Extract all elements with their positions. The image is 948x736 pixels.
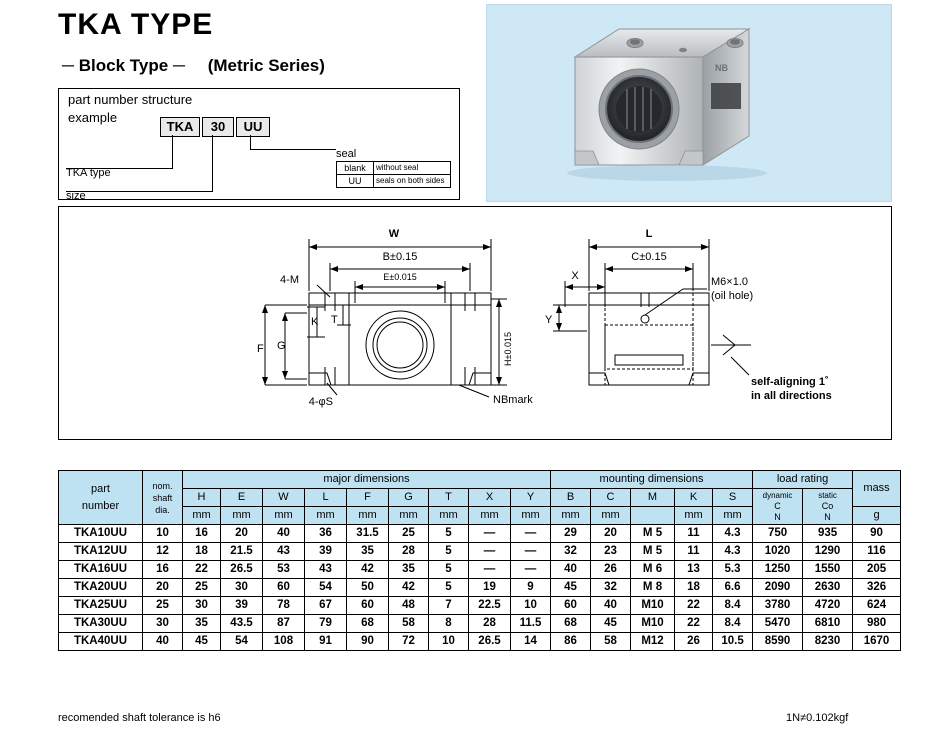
unit-T: mm: [429, 507, 469, 525]
cell-X: —: [469, 525, 511, 543]
table-row: [59, 597, 901, 615]
cell-G: 48: [389, 597, 429, 615]
cell-C: 23: [591, 543, 631, 561]
cell-S: 6.6: [713, 579, 753, 597]
cell-E: 21.5: [221, 543, 263, 561]
unit-H: mm: [183, 507, 221, 525]
unit-X: mm: [469, 507, 511, 525]
leader-line-seal-horizontal: [250, 149, 336, 150]
cell-Y: 14: [511, 633, 551, 651]
callout-size: size: [66, 190, 86, 202]
cell-K: 22: [675, 615, 713, 633]
callout-tka-type: TKA type: [66, 167, 111, 179]
cell-W: 78: [263, 597, 305, 615]
svg-text:Y: Y: [545, 314, 553, 326]
svg-text:B±0.15: B±0.15: [382, 251, 418, 263]
cell-part-number: TKA40UU: [59, 633, 143, 651]
unit-E: mm: [221, 507, 263, 525]
unit-L: mm: [305, 507, 347, 525]
cell-Y: —: [511, 561, 551, 579]
cell-H: 18: [183, 543, 221, 561]
leader-line-size-horizontal: [66, 191, 213, 192]
cell-S: 5.3: [713, 561, 753, 579]
table-header-row-2: [59, 489, 901, 507]
seal-option-code: UU: [337, 175, 374, 188]
cell-static-Co: 8230: [803, 633, 853, 651]
table-row: [59, 561, 901, 579]
page-title: TKA TYPE: [58, 8, 214, 41]
header-load-rating: load rating: [753, 471, 853, 489]
cell-B: 86: [551, 633, 591, 651]
cell-X: —: [469, 543, 511, 561]
cell-F: 68: [347, 615, 389, 633]
code-box-size: 30: [202, 117, 234, 137]
seal-option-desc: without seal: [374, 162, 451, 175]
cell-S: 4.3: [713, 543, 753, 561]
svg-text:4-φS: 4-φS: [308, 396, 333, 408]
header-col-B: B: [551, 489, 591, 507]
dimension-drawing-panel: [58, 206, 892, 440]
cell-H: 35: [183, 615, 221, 633]
svg-text:H±0.015: H±0.015: [503, 332, 513, 366]
svg-text:F: F: [257, 343, 264, 355]
cell-W: 40: [263, 525, 305, 543]
subtitle-metric: (Metric Series): [207, 56, 325, 75]
seal-option-row: [337, 175, 451, 188]
cell-C: 32: [591, 579, 631, 597]
cell-S: 10.5: [713, 633, 753, 651]
cell-F: 50: [347, 579, 389, 597]
cell-part-number: TKA10UU: [59, 525, 143, 543]
cell-G: 72: [389, 633, 429, 651]
cell-B: 40: [551, 561, 591, 579]
cell-M: M12: [631, 633, 675, 651]
cell-B: 32: [551, 543, 591, 561]
cell-mass: 980: [853, 615, 901, 633]
cell-part-number: TKA30UU: [59, 615, 143, 633]
cell-B: 45: [551, 579, 591, 597]
page-subtitle: [62, 56, 325, 76]
cell-L: 43: [305, 561, 347, 579]
table-body: [59, 525, 901, 651]
cell-dia: 20: [143, 579, 183, 597]
header-nom-l3: dia.: [155, 504, 170, 515]
header-col-H: H: [183, 489, 221, 507]
cell-X: 26.5: [469, 633, 511, 651]
cell-part-number: TKA12UU: [59, 543, 143, 561]
seal-option-desc: seals on both sides: [374, 175, 451, 188]
cell-X: 19: [469, 579, 511, 597]
code-box-seal: UU: [236, 117, 270, 137]
cell-mass: 205: [853, 561, 901, 579]
cell-M: M 8: [631, 579, 675, 597]
header-col-X: X: [469, 489, 511, 507]
table-row: [59, 615, 901, 633]
cell-dia: 25: [143, 597, 183, 615]
subtitle-dash-right: ─: [172, 56, 185, 75]
header-mounting-dimensions: mounting dimensions: [551, 471, 753, 489]
cell-E: 20: [221, 525, 263, 543]
cell-dynamic-C: 8590: [753, 633, 803, 651]
cell-M: M 5: [631, 543, 675, 561]
subtitle-dash-left: ─: [62, 56, 75, 75]
cell-K: 26: [675, 633, 713, 651]
cell-mass: 624: [853, 597, 901, 615]
header-nom-l2: shaft: [152, 492, 173, 503]
svg-text:W: W: [388, 228, 400, 240]
header-load-static-l1: static: [818, 491, 837, 500]
svg-text:4-M: 4-M: [280, 274, 299, 286]
cell-static-Co: 935: [803, 525, 853, 543]
cell-dynamic-C: 1250: [753, 561, 803, 579]
leader-line-type-vertical: [172, 135, 173, 168]
unit-B: mm: [551, 507, 591, 525]
cell-static-Co: 6810: [803, 615, 853, 633]
cell-F: 35: [347, 543, 389, 561]
svg-text:E±0.015: E±0.015: [383, 272, 417, 282]
subtitle-main: Block Type: [78, 56, 169, 75]
cell-dynamic-C: 5470: [753, 615, 803, 633]
cell-T: 7: [429, 597, 469, 615]
svg-text:K: K: [311, 316, 319, 328]
pns-title-line2: example: [68, 110, 118, 125]
cell-W: 108: [263, 633, 305, 651]
cell-S: 8.4: [713, 597, 753, 615]
svg-text:L: L: [645, 228, 653, 240]
cell-E: 30: [221, 579, 263, 597]
cell-part-number: TKA20UU: [59, 579, 143, 597]
specification-table-wrap: [58, 470, 890, 651]
unit-K: mm: [675, 507, 713, 525]
cell-mass: 326: [853, 579, 901, 597]
cell-T: 5: [429, 543, 469, 561]
cell-F: 31.5: [347, 525, 389, 543]
header-col-C: C: [591, 489, 631, 507]
cell-C: 40: [591, 597, 631, 615]
cell-H: 25: [183, 579, 221, 597]
specification-table: [58, 470, 901, 651]
header-load-dynamic-l3: N: [774, 512, 781, 522]
cell-H: 22: [183, 561, 221, 579]
table-row: [59, 543, 901, 561]
header-nom-l1: nom.: [152, 480, 173, 491]
cell-dia: 40: [143, 633, 183, 651]
cell-L: 54: [305, 579, 347, 597]
cell-S: 8.4: [713, 615, 753, 633]
unit-W: mm: [263, 507, 305, 525]
cell-B: 60: [551, 597, 591, 615]
cell-S: 4.3: [713, 525, 753, 543]
cell-E: 39: [221, 597, 263, 615]
seal-options-table: [336, 161, 451, 188]
svg-text:M6×1.0: M6×1.0: [711, 276, 748, 288]
cell-dynamic-C: 1020: [753, 543, 803, 561]
cell-G: 58: [389, 615, 429, 633]
svg-text:X: X: [571, 270, 579, 282]
cell-W: 43: [263, 543, 305, 561]
cell-mass: 116: [853, 543, 901, 561]
cell-dia: 16: [143, 561, 183, 579]
pns-title-line1: part number structure: [68, 92, 193, 107]
cell-G: 35: [389, 561, 429, 579]
seal-option-code: blank: [337, 162, 374, 175]
cell-G: 42: [389, 579, 429, 597]
cell-L: 39: [305, 543, 347, 561]
header-load-dynamic-l1: dynamic: [762, 491, 793, 500]
unit-F: mm: [347, 507, 389, 525]
cell-T: 10: [429, 633, 469, 651]
svg-text:(oil hole): (oil hole): [711, 290, 754, 302]
cell-L: 36: [305, 525, 347, 543]
unit-M: [631, 507, 675, 525]
cell-T: 5: [429, 579, 469, 597]
cell-F: 90: [347, 633, 389, 651]
cell-static-Co: 1290: [803, 543, 853, 561]
cell-Y: 11.5: [511, 615, 551, 633]
cell-dynamic-C: 3780: [753, 597, 803, 615]
header-col-G: G: [389, 489, 429, 507]
cell-E: 43.5: [221, 615, 263, 633]
svg-text:self-aligning 1˚: self-aligning 1˚: [751, 376, 829, 388]
svg-text:T: T: [331, 314, 338, 326]
cell-E: 54: [221, 633, 263, 651]
svg-text:C±0.15: C±0.15: [631, 251, 667, 263]
footer-note-right: 1N≠0.102kgf: [786, 712, 849, 724]
unit-mass: g: [853, 507, 901, 525]
unit-S: mm: [713, 507, 753, 525]
code-box-type: TKA: [160, 117, 200, 137]
header-col-S: S: [713, 489, 753, 507]
cell-K: 13: [675, 561, 713, 579]
header-col-W: W: [263, 489, 305, 507]
header-col-E: E: [221, 489, 263, 507]
header-col-Y: Y: [511, 489, 551, 507]
svg-text:G: G: [277, 340, 286, 352]
seal-option-row: [337, 162, 451, 175]
cell-C: 26: [591, 561, 631, 579]
table-header-row-1: [59, 471, 901, 489]
cell-dia: 10: [143, 525, 183, 543]
cell-W: 87: [263, 615, 305, 633]
cell-static-Co: 4720: [803, 597, 853, 615]
cell-L: 91: [305, 633, 347, 651]
cell-dynamic-C: 750: [753, 525, 803, 543]
cell-X: 22.5: [469, 597, 511, 615]
cell-C: 20: [591, 525, 631, 543]
unit-G: mm: [389, 507, 429, 525]
header-load-dynamic: [753, 489, 803, 525]
svg-text:in all directions: in all directions: [751, 390, 832, 402]
product-photo-panel: [486, 4, 892, 202]
cell-part-number: TKA25UU: [59, 597, 143, 615]
cell-M: M 6: [631, 561, 675, 579]
cell-static-Co: 2630: [803, 579, 853, 597]
cell-W: 53: [263, 561, 305, 579]
header-part-number-l2: number: [81, 499, 120, 512]
cell-Y: 9: [511, 579, 551, 597]
svg-text:NBmark: NBmark: [493, 394, 533, 406]
leader-line-size-vertical: [212, 135, 213, 191]
cell-dia: 12: [143, 543, 183, 561]
cell-K: 11: [675, 543, 713, 561]
header-major-dimensions: major dimensions: [183, 471, 551, 489]
cell-Y: —: [511, 543, 551, 561]
table-row: [59, 579, 901, 597]
unit-C: mm: [591, 507, 631, 525]
header-col-M: M: [631, 489, 675, 507]
header-col-L: L: [305, 489, 347, 507]
cell-E: 26.5: [221, 561, 263, 579]
cell-M: M10: [631, 597, 675, 615]
cell-mass: 1670: [853, 633, 901, 651]
cell-T: 5: [429, 525, 469, 543]
header-load-static-l3: N: [824, 512, 831, 522]
cell-X: 28: [469, 615, 511, 633]
cell-Y: —: [511, 525, 551, 543]
cell-X: —: [469, 561, 511, 579]
cell-B: 68: [551, 615, 591, 633]
cell-G: 28: [389, 543, 429, 561]
header-col-K: K: [675, 489, 713, 507]
cell-C: 58: [591, 633, 631, 651]
cell-F: 60: [347, 597, 389, 615]
cell-C: 45: [591, 615, 631, 633]
cell-H: 16: [183, 525, 221, 543]
cell-T: 8: [429, 615, 469, 633]
table-row: [59, 633, 901, 651]
svg-text:NB: NB: [715, 63, 728, 73]
unit-Y: mm: [511, 507, 551, 525]
header-part-number: [59, 471, 143, 525]
cell-H: 30: [183, 597, 221, 615]
cell-part-number: TKA16UU: [59, 561, 143, 579]
cell-T: 5: [429, 561, 469, 579]
callout-seal: seal: [336, 148, 357, 160]
header-load-dynamic-l2: C: [774, 501, 781, 511]
header-mass: mass: [853, 471, 901, 507]
header-col-F: F: [347, 489, 389, 507]
header-nominal-shaft-dia: [143, 471, 183, 525]
cell-L: 79: [305, 615, 347, 633]
header-part-number-l1: part: [91, 482, 110, 495]
cell-K: 22: [675, 597, 713, 615]
product-photo-image: [487, 5, 891, 201]
cell-B: 29: [551, 525, 591, 543]
cell-Y: 10: [511, 597, 551, 615]
cell-H: 45: [183, 633, 221, 651]
cell-K: 18: [675, 579, 713, 597]
table-row: [59, 525, 901, 543]
header-load-static-l2: Co: [821, 501, 834, 511]
cell-mass: 90: [853, 525, 901, 543]
cell-M: M 5: [631, 525, 675, 543]
leader-line-seal-vertical: [250, 135, 251, 149]
cell-W: 60: [263, 579, 305, 597]
footer-note-left: recomended shaft tolerance is h6: [58, 712, 221, 724]
cell-dia: 30: [143, 615, 183, 633]
cell-dynamic-C: 2090: [753, 579, 803, 597]
cell-F: 42: [347, 561, 389, 579]
dimension-drawing: [59, 207, 891, 439]
cell-static-Co: 1550: [803, 561, 853, 579]
cell-K: 11: [675, 525, 713, 543]
header-col-T: T: [429, 489, 469, 507]
cell-G: 25: [389, 525, 429, 543]
cell-L: 67: [305, 597, 347, 615]
cell-M: M10: [631, 615, 675, 633]
header-load-static: [803, 489, 853, 525]
